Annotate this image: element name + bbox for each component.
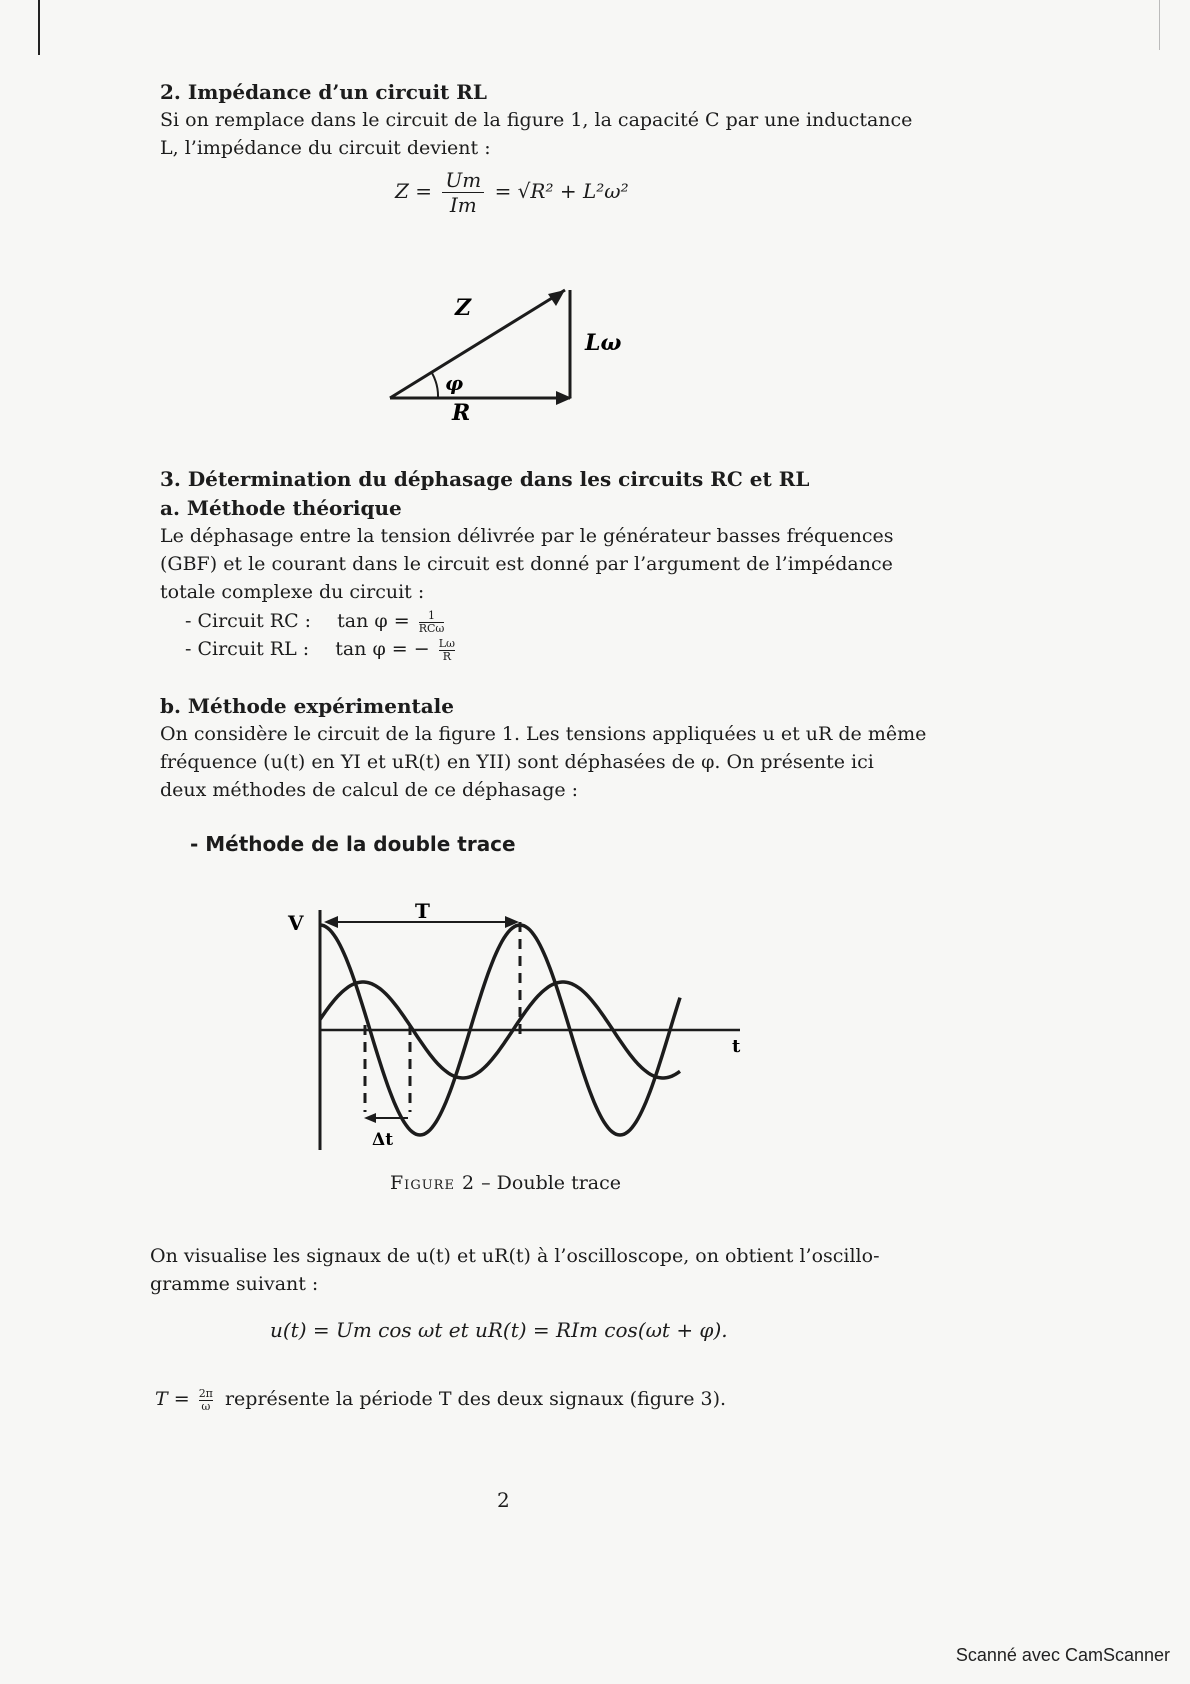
- double-trace-method-label: - Méthode de la double trace: [190, 832, 516, 856]
- scanner-watermark: Scanné avec CamScanner: [955, 1645, 1170, 1665]
- dt-arrow-head: [364, 1113, 376, 1123]
- b-line-2: fréquence (u(t) en YI et uR(t) en YII) sont déphasées de φ. On présente ici: [160, 751, 874, 773]
- label-z: Z: [455, 295, 472, 321]
- formula-left: Z =: [395, 179, 433, 203]
- a-line-3: totale complexe du circuit :: [160, 581, 425, 603]
- rc-fraction: [419, 610, 445, 635]
- formula-fraction: [442, 168, 484, 217]
- period-lead: T =: [155, 1388, 190, 1410]
- scan-edge-mark-right: [1159, 0, 1160, 50]
- formula-denominator: Im: [449, 193, 477, 217]
- page-number: 2: [497, 1488, 510, 1512]
- label-phi: φ: [445, 371, 464, 395]
- bottom-line-2: gramme suivant :: [150, 1273, 319, 1295]
- formula-right: = √R² + L²ω²: [494, 179, 629, 203]
- period-numerator: 2π: [198, 1386, 213, 1400]
- label-lw: Lω: [585, 330, 622, 356]
- b-line-1: On considère le circuit de la figure 1. Les tensions appliquées u et uR de même: [160, 723, 927, 745]
- label-period-t: T: [415, 900, 430, 923]
- figure-2-oscillogram: [270, 900, 750, 1160]
- subsection-b-heading: b. Méthode expérimentale: [160, 694, 455, 718]
- label-v: V: [288, 911, 304, 935]
- rc-line: [185, 607, 444, 635]
- impedance-formula: [395, 168, 629, 217]
- rl-fraction: [439, 638, 455, 663]
- rl-line: [185, 635, 455, 663]
- rl-label: - Circuit RL :: [185, 638, 310, 660]
- subsection-a-heading: a. Méthode théorique: [160, 496, 402, 520]
- phi-arc: [432, 373, 438, 398]
- label-t-axis: t: [732, 1036, 741, 1057]
- label-dt: Δt: [372, 1130, 394, 1150]
- period-line: [155, 1385, 726, 1413]
- scan-edge-mark: [38, 0, 40, 55]
- figure-2-caption: [390, 1172, 621, 1194]
- rl-formula: tan φ = −: [335, 638, 430, 660]
- a-line-1: Le déphasage entre la tension délivrée par le générateur basses fréquences: [160, 525, 894, 547]
- z-vector: [390, 290, 565, 398]
- section-2-line-1: Si on remplace dans le circuit de la figure 1, la capacité C par une inductance: [160, 109, 913, 131]
- period-fraction: [199, 1388, 213, 1413]
- signals-equation: u(t) = Um cos ωt et uR(t) = RIm cos(ωt + φ).: [270, 1318, 728, 1342]
- period-denominator: ω: [201, 1399, 211, 1413]
- impedance-triangle-diagram: [360, 270, 660, 420]
- section-2-line-2: L, l’impédance du circuit devient :: [160, 137, 491, 159]
- rc-label: - Circuit RC :: [185, 610, 312, 632]
- bottom-line-1: On visualise les signaux de u(t) et uR(t) à l’oscilloscope, on obtient l’oscillo-: [150, 1245, 880, 1267]
- rl-denominator: R: [442, 649, 451, 663]
- rl-numerator: Lω: [438, 636, 455, 650]
- section-2-heading: 2. Impédance d’un circuit RL: [160, 80, 487, 104]
- rc-formula: tan φ =: [337, 610, 410, 632]
- period-text: représente la période T des deux signaux (figure 3).: [224, 1388, 727, 1410]
- rc-numerator: 1: [419, 610, 445, 623]
- label-r: R: [452, 400, 471, 420]
- formula-numerator: Um: [442, 168, 484, 193]
- caption-prefix: Figure 2: [390, 1172, 476, 1194]
- caption-text: – Double trace: [475, 1172, 622, 1194]
- b-line-3: deux méthodes de calcul de ce déphasage :: [160, 779, 579, 801]
- a-line-2: (GBF) et le courant dans le circuit est donné par l’argument de l’impédance: [160, 553, 893, 575]
- rc-denominator: RCω: [418, 621, 445, 635]
- section-3-heading: 3. Détermination du déphasage dans les circuits RC et RL: [160, 467, 810, 491]
